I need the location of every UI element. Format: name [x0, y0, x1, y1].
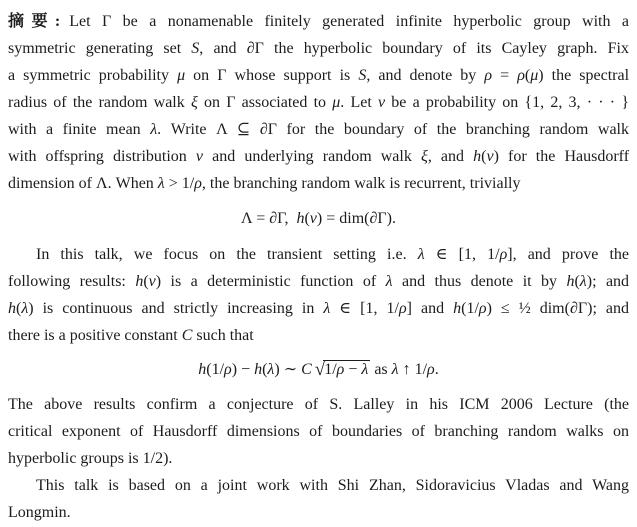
text-line: with offspring distribution ν and underlying random walk ξ, and h(ν) for the Hausdorff: [8, 148, 630, 165]
text-line: there is a positive constant C such that: [8, 327, 254, 344]
display-equation-asymptotic: [8, 355, 629, 385]
text-line: In this talk, we focus on the transient setting i.e. λ ∈ [1, 1/ρ], and prove the: [36, 246, 629, 263]
text-line: following results: h(ν) is a deterministic function of λ and thus denote it by h(λ); and: [8, 273, 630, 290]
paragraph-joint-work: [8, 472, 629, 526]
text-line: hyperbolic groups is 1/2).: [8, 450, 173, 467]
text-line: dimension of Λ. When λ > 1/ρ, the branching random walk is recurrent, trivially: [8, 175, 521, 192]
paragraph-abstract-intro: [8, 8, 629, 197]
text-line: critical exponent of Hausdorff dimensions of boundaries of branching random walks on: [8, 423, 629, 440]
text-line-content: Let Γ be a nonamenable finitely generated infinite hyperbolic group with a: [69, 13, 629, 30]
square-root-symbol: √: [314, 359, 326, 380]
text-line: with a finite mean λ. Write Λ ⊆ ∂Γ for the boundary of the branching random walk: [8, 121, 629, 138]
text-line: [8, 8, 629, 35]
sqrt-radicand: 1/ρ − λ: [324, 361, 369, 378]
equation-rhs: as λ ↑ 1/ρ.: [370, 361, 439, 378]
text-line: radius of the random walk ξ on Γ associated to μ. Let ν be a probability on {1, 2, 3, · · · }: [8, 94, 630, 111]
paragraph-conjecture: [8, 391, 629, 472]
text-line: This talk is based on a joint work with Shi Zhan, Sidoravicius Vladas and Wang: [36, 477, 629, 494]
text-line: h(λ) is continuous and strictly increasing in λ ∈ [1, 1/ρ] and h(1/ρ) ≤ ½ dim(∂Γ); and: [8, 300, 630, 317]
text-line: a symmetric probability μ on Γ whose support is S, and denote by ρ = ρ(μ) the spectral: [8, 67, 630, 84]
text-line: The above results confirm a conjecture of S. Lalley in his ICM 2006 Lecture (the: [8, 396, 629, 413]
abstract-label: 摘要:: [8, 13, 61, 30]
equation-text: Λ = ∂Γ, h(ν) = dim(∂Γ).: [241, 210, 396, 227]
text-line: Longmin.: [8, 504, 71, 521]
equation-lhs: h(1/ρ) − h(λ) ∼ C: [198, 361, 312, 378]
display-equation-boundary: [8, 206, 629, 232]
paragraph-transient-setting: [8, 241, 629, 349]
text-line: symmetric generating set S, and ∂Γ the hyperbolic boundary of its Cayley graph. Fix: [8, 40, 629, 57]
